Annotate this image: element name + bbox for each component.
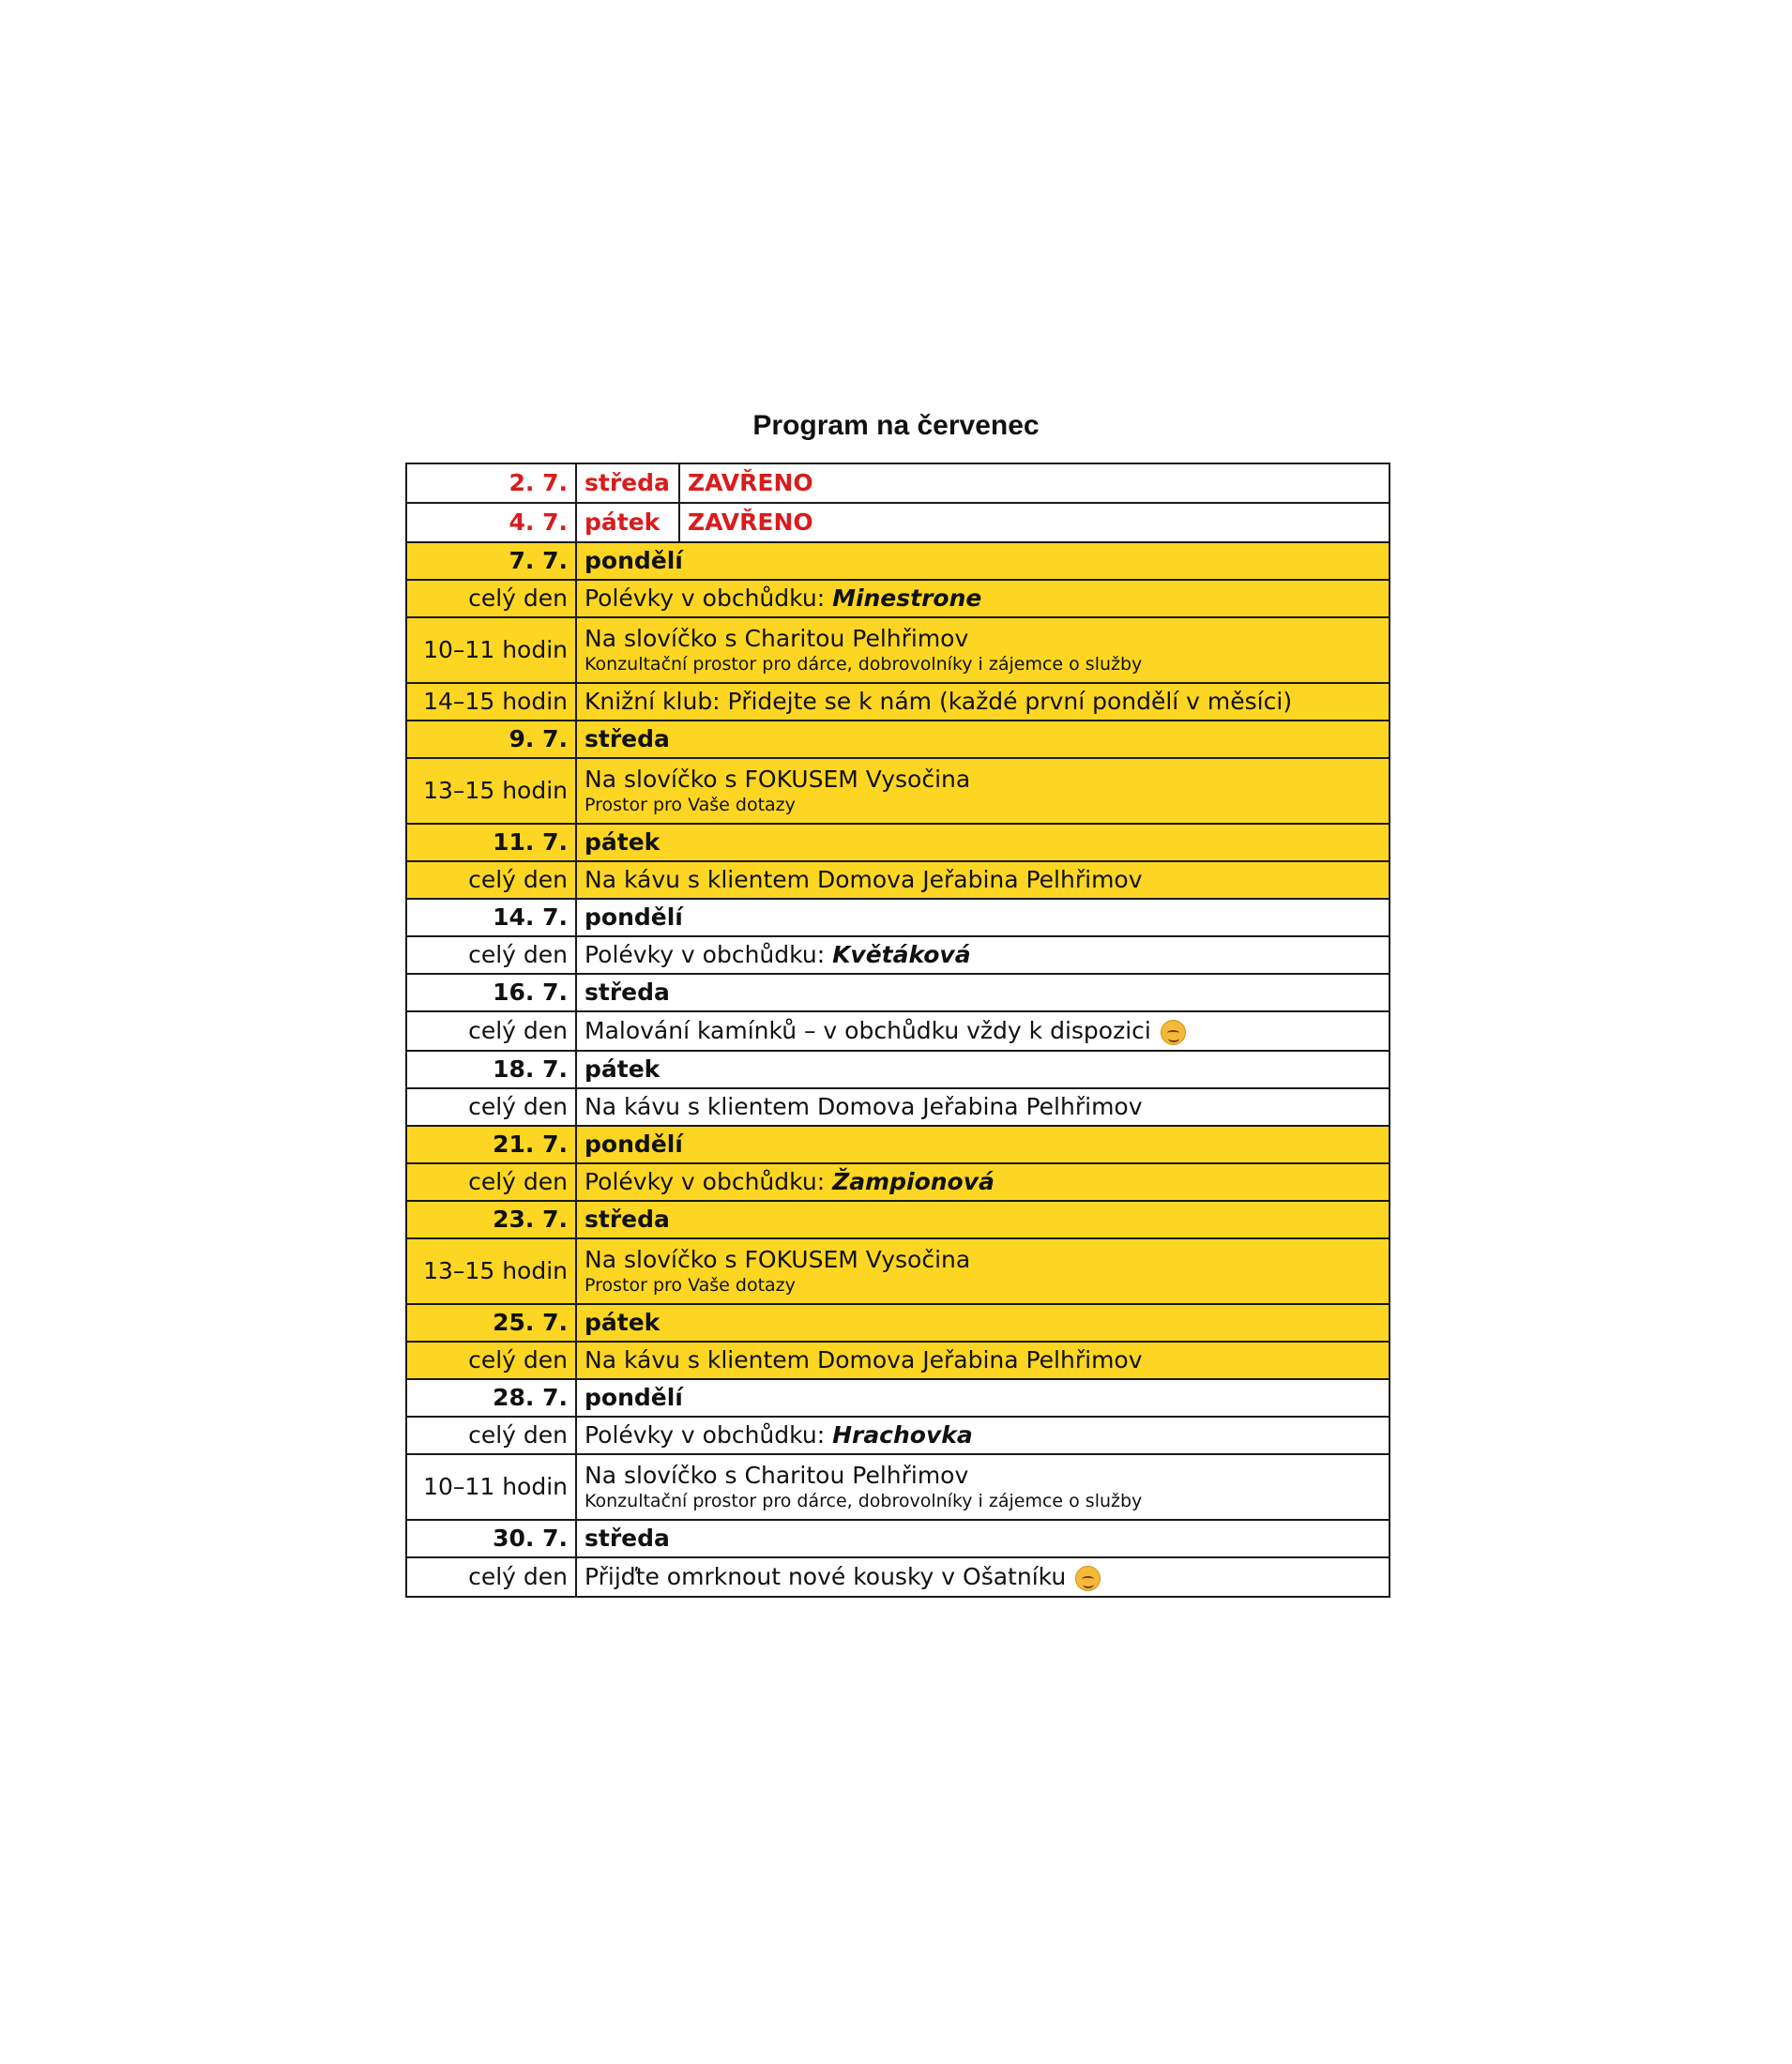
day-cell: pondělí [576,899,1390,936]
closed-label: ZAVŘENO [679,463,1390,503]
day-cell: pátek [576,824,1390,861]
day-cell: pondělí [576,1126,1390,1163]
day-cell: středa [576,974,1390,1011]
day-header-row [406,721,1390,758]
day-header-row [406,974,1390,1011]
event-row [406,861,1390,899]
event-prefix: Polévky v obchůdku: [585,584,833,612]
closed-label: ZAVŘENO [679,503,1390,542]
date-cell: 7. 7. [406,542,576,580]
day-header-row [406,1304,1390,1342]
event-cell [576,1238,1390,1304]
time-cell: celý den [406,1011,576,1051]
event-row [406,1557,1390,1597]
day-header-row [406,824,1390,861]
closed-row [406,503,1390,542]
event-cell [576,617,1390,683]
time-cell: celý den [406,861,576,899]
closed-row [406,463,1390,503]
event-cell: Knižní klub: Přidejte se k nám (každé první pondělí v měsíci) [576,683,1390,721]
time-cell: celý den [406,1557,576,1597]
date-cell: 2. 7. [406,463,576,503]
time-cell: 10–11 hodin [406,1454,576,1520]
time-cell: 14–15 hodin [406,683,576,721]
event-cell [576,758,1390,824]
day-cell: pondělí [576,1379,1390,1417]
event-title: Na slovíčko s Charitou Pelhřimov [585,1462,969,1489]
day-header-row [406,899,1390,936]
event-row [406,1417,1390,1454]
event-cell: Na kávu s klientem Domova Jeřabina Pelhřimov [576,861,1390,899]
event-row [406,1088,1390,1126]
time-cell: celý den [406,1088,576,1126]
event-subtitle: Konzultační prostor pro dárce, dobrovolníky i zájemce o služby [585,1491,1143,1511]
event-cell [576,1557,1390,1597]
event-cell: Na kávu s klientem Domova Jeřabina Pelhřimov [576,1088,1390,1126]
date-cell: 21. 7. [406,1126,576,1163]
time-cell: 13–15 hodin [406,1238,576,1304]
date-cell: 25. 7. [406,1304,576,1342]
time-cell: celý den [406,580,576,617]
event-cell [576,1163,1390,1201]
event-prefix: Polévky v obchůdku: [585,1421,833,1449]
event-cell [576,936,1390,974]
day-header-row [406,1126,1390,1163]
event-prefix: Polévky v obchůdku: [585,1168,833,1195]
event-subtitle: Konzultační prostor pro dárce, dobrovolníky i zájemce o služby [585,654,1143,675]
event-title: Na slovíčko s FOKUSEM Vysočina [585,1246,971,1273]
day-header-row [406,542,1390,580]
day-cell: pátek [576,1051,1390,1088]
event-cell [576,1454,1390,1520]
soup-name: Žampionová [832,1168,995,1195]
day-cell: středa [576,1201,1390,1238]
day-cell: středa [576,463,679,503]
soup-name: Minestrone [832,584,982,612]
event-title: Malování kamínků – v obchůdku vždy k dispozici [585,1017,1151,1044]
day-header-row [406,1520,1390,1557]
date-cell: 18. 7. [406,1051,576,1088]
event-row [406,1454,1390,1520]
day-cell: pátek [576,503,679,542]
day-cell: pondělí [576,542,1390,580]
event-subtitle: Prostor pro Vaše dotazy [585,795,796,815]
soup-name: Hrachovka [832,1421,973,1449]
event-row [406,1011,1390,1051]
date-cell: 23. 7. [406,1201,576,1238]
day-cell: středa [576,1520,1390,1557]
event-row [406,758,1390,824]
event-cell [576,1417,1390,1454]
day-header-row [406,1201,1390,1238]
time-cell: 13–15 hodin [406,758,576,824]
event-cell [576,580,1390,617]
event-title: Na slovíčko s Charitou Pelhřimov [585,625,969,652]
time-cell: celý den [406,1163,576,1201]
soup-name: Květáková [832,941,971,968]
event-row [406,1238,1390,1304]
smiling-face-icon [1161,1020,1186,1045]
date-cell: 4. 7. [406,503,576,542]
time-cell: celý den [406,936,576,974]
event-cell [576,1011,1390,1051]
event-row [406,617,1390,683]
event-row [406,1163,1390,1201]
event-row [406,683,1390,721]
schedule-table [405,463,1390,1598]
day-header-row [406,1379,1390,1417]
event-row [406,936,1390,974]
date-cell: 16. 7. [406,974,576,1011]
date-cell: 9. 7. [406,721,576,758]
day-cell: středa [576,721,1390,758]
event-cell: Na kávu s klientem Domova Jeřabina Pelhřimov [576,1342,1390,1379]
time-cell: celý den [406,1342,576,1379]
event-title: Na slovíčko s FOKUSEM Vysočina [585,766,971,793]
date-cell: 28. 7. [406,1379,576,1417]
date-cell: 11. 7. [406,824,576,861]
event-title: Přijďte omrknout nové kousky v Ošatníku [585,1563,1067,1590]
smiling-face-icon [1075,1566,1101,1591]
day-header-row [406,1051,1390,1088]
event-subtitle: Prostor pro Vaše dotazy [585,1275,796,1296]
event-row [406,580,1390,617]
date-cell: 30. 7. [406,1520,576,1557]
date-cell: 14. 7. [406,899,576,936]
time-cell: celý den [406,1417,576,1454]
event-prefix: Polévky v obchůdku: [585,941,833,968]
day-cell: pátek [576,1304,1390,1342]
time-cell: 10–11 hodin [406,617,576,683]
page-title: Program na červenec [752,410,1040,441]
event-row [406,1342,1390,1379]
